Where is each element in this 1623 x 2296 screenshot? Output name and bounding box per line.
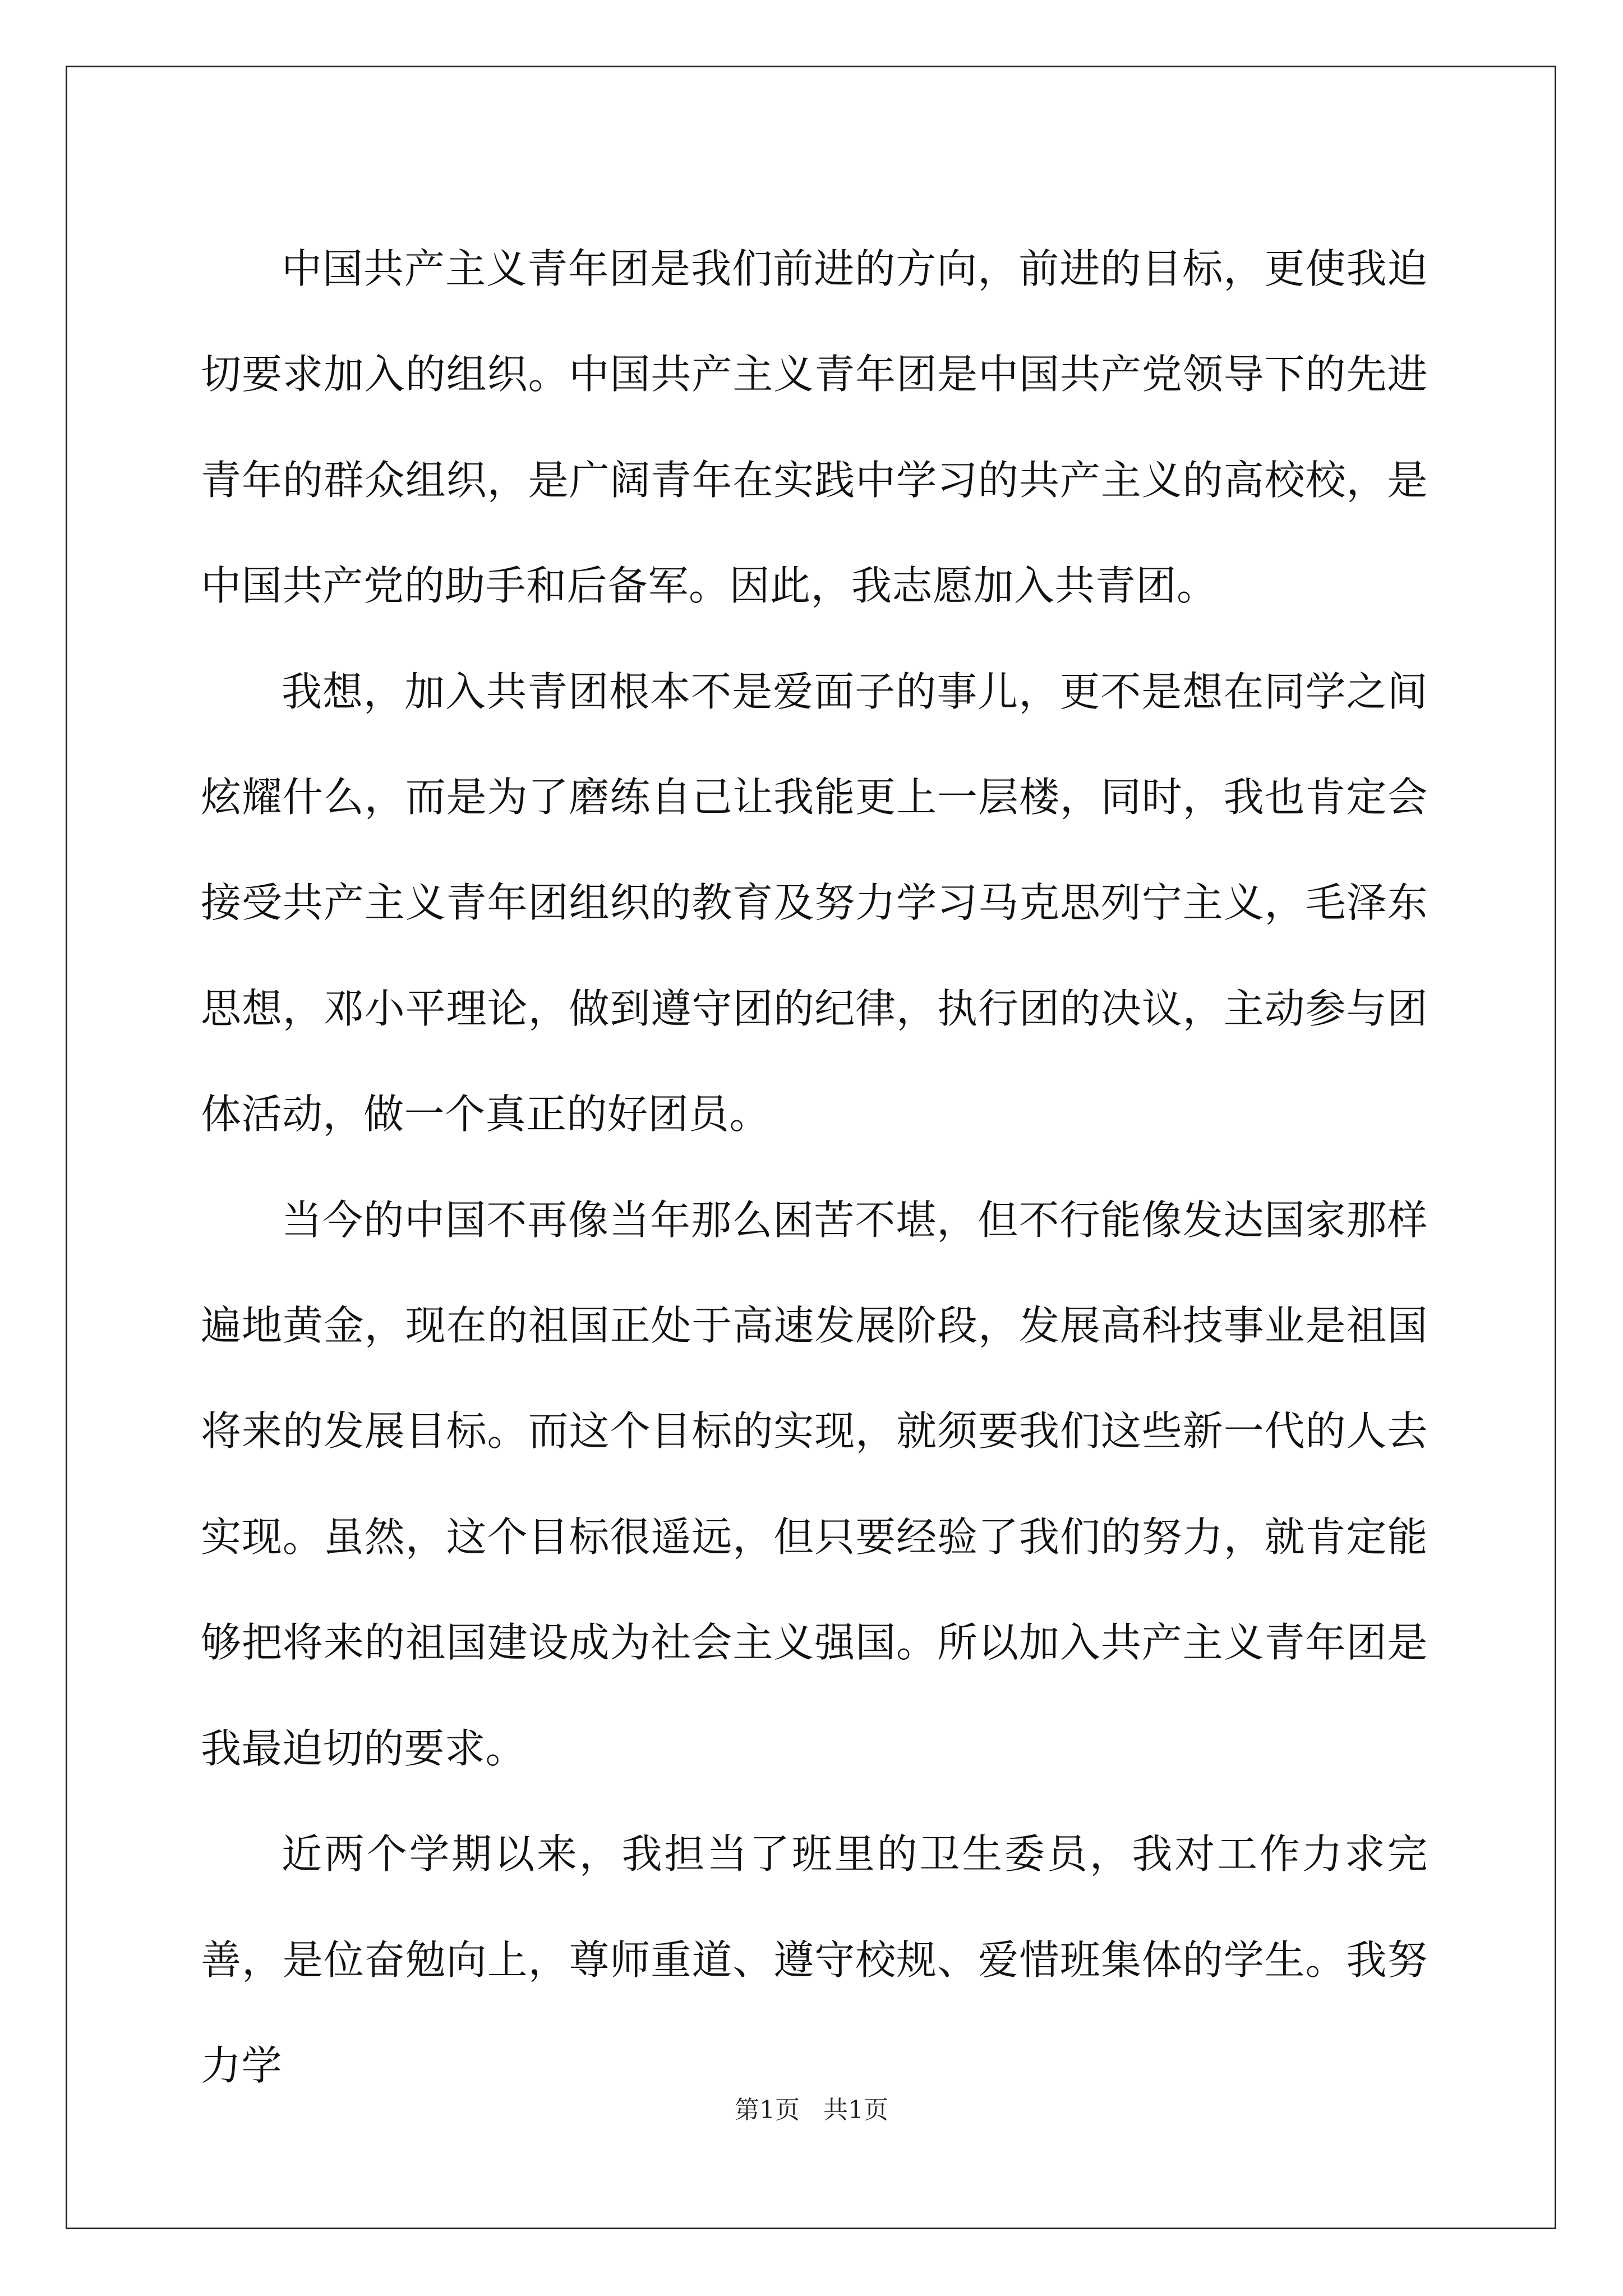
document-body [201, 216, 1428, 2118]
paragraph: 近两个学期以来，我担当了班里的卫生委员，我对工作力求完善，是位奋勉向上，尊师重道、遵守校规、爱惜班集体的学生。我努力学 [201, 1830, 1428, 2089]
paragraph: 中国共产主义青年团是我们前进的方向，前进的目标，更使我迫切要求加入的组织。中国共产主义青年团是中国共产党领导下的先进青年的群众组织，是广阔青年在实践中学习的共产主义的高校校，是中国共产党的助手和后备军。因此，我志愿加入共青团。 [201, 245, 1428, 610]
page-number: 第1页 [735, 2096, 800, 2124]
page-footer [0, 2090, 1623, 2125]
paragraph: 我想，加入共青团根本不是爱面子的事儿，更不是想在同学之间炫耀什么，而是为了磨练自己让我能更上一层楼，同时，我也肯定会接受共产主义青年团组织的教育及努力学习马克思列宁主义，毛泽东思想，邓小平理论，做到遵守团的纪律，执行团的决议，主动参与团体活动，做一个真正的好团员。 [201, 668, 1428, 1138]
footer-spacer [800, 2096, 823, 2124]
page-total: 共1页 [823, 2096, 888, 2124]
paragraph: 当今的中国不再像当年那么困苦不堪，但不行能像发达国家那样遍地黄金，现在的祖国正处于高速发展阶段，发展高科技事业是祖国将来的发展目标。而这个目标的实现，就须要我们这些新一代的人去实现。虽然，这个目标很遥远，但只要经验了我们的努力，就肯定能够把将来的祖国建设成为社会主义强国。所以加入共产主义青年团是我最迫切的要求。 [201, 1196, 1428, 1772]
